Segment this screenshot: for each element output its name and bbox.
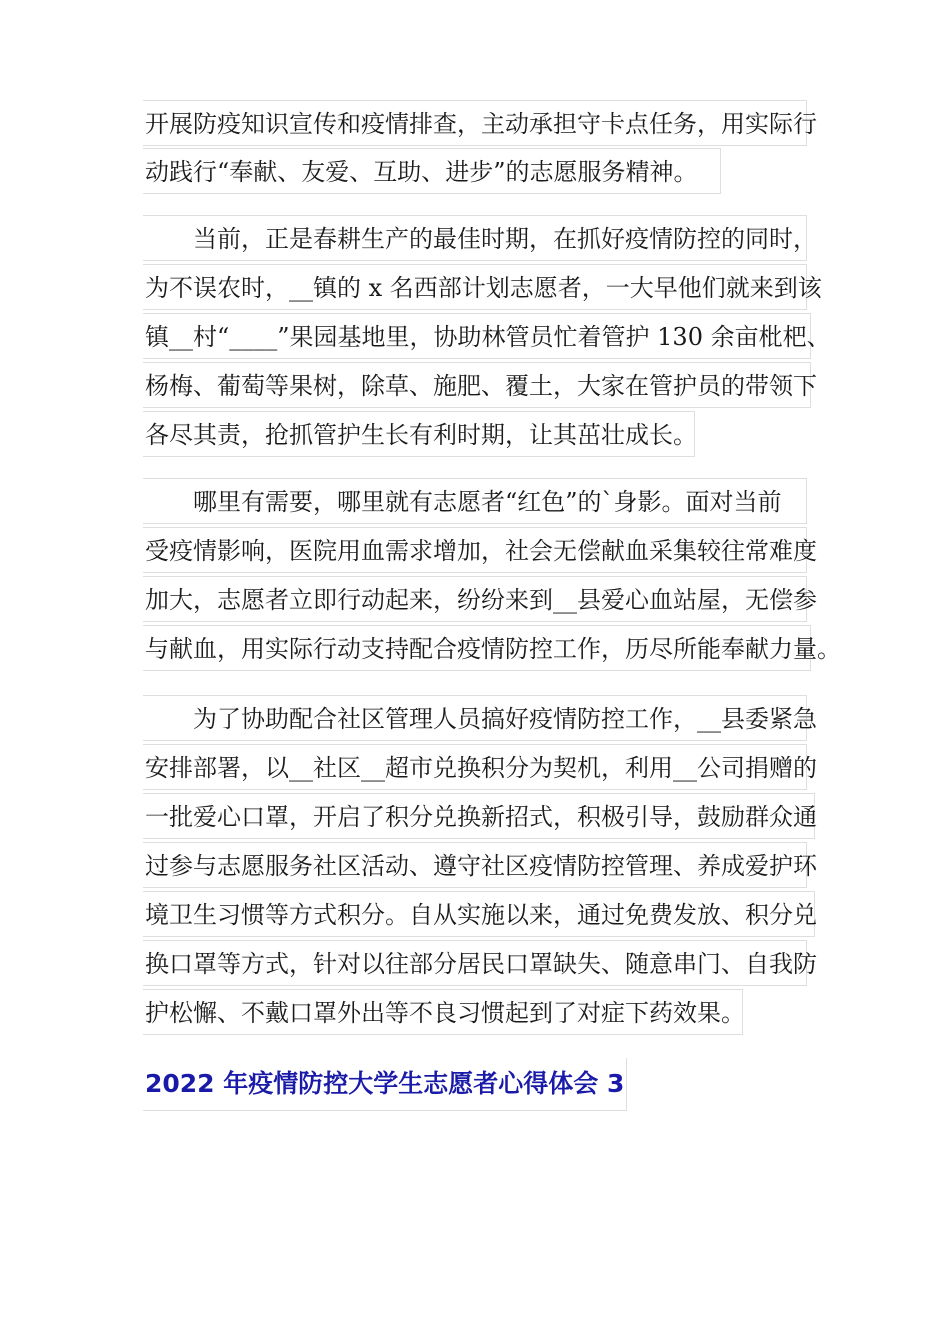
paragraph-4-line-6: 换口罩等方式，针对以往部分居民口罩缺失、随意串门、自我防 (143, 940, 807, 986)
paragraph-1-line-2: 动践行“奉献、友爱、互助、进步”的志愿服务精神。 (143, 148, 721, 194)
paragraph-3-line-3: 加大，志愿者立即行动起来，纷纷来到__县爱心血站屋，无偿参 (143, 576, 807, 622)
paragraph-2-line-1: 当前，正是春耕生产的最佳时期，在抓好疫情防控的同时， (143, 215, 807, 261)
paragraph-4-line-1: 为了协助配合社区管理人员搞好疫情防控工作，__县委紧急 (143, 695, 807, 741)
paragraph-4-line-2: 安排部署，以__社区__超市兑换积分为契机，利用__公司捐赠的 (143, 744, 807, 790)
paragraph-3-line-2: 受疫情影响，医院用血需求增加，社会无偿献血采集较往常难度 (143, 527, 807, 573)
paragraph-3-line-1: 哪里有需要，哪里就有志愿者“红色”的`身影。面对当前 (143, 478, 807, 524)
paragraph-1-line-1: 开展防疫知识宣传和疫情排查，主动承担守卡点任务，用实际行 (143, 100, 807, 146)
paragraph-4-line-7: 护松懈、不戴口罩外出等不良习惯起到了对症下药效果。 (143, 989, 743, 1035)
paragraph-4-line-4: 过参与志愿服务社区活动、遵守社区疫情防控管理、养成爱护环 (143, 842, 807, 888)
paragraph-2-line-2: 为不误农时，__镇的 x 名西部计划志愿者，一大早他们就来到该 (143, 264, 807, 310)
paragraph-3-line-4: 与献血，用实际行动支持配合疫情防控工作，历尽所能奉献力量。 (143, 625, 811, 671)
paragraph-2-line-4: 杨梅、葡萄等果树，除草、施肥、覆土，大家在管护员的带领下 (143, 362, 811, 408)
section-heading: 2022 年疫情防控大学生志愿者心得体会 3 (143, 1058, 627, 1111)
paragraph-2-line-3: 镇__村“____”果园基地里，协助林管员忙着管护 130 余亩枇杷、 (143, 313, 811, 359)
paragraph-2-line-5: 各尽其责，抢抓管护生长有利时期，让其茁壮成长。 (143, 411, 695, 457)
paragraph-4-line-5: 境卫生习惯等方式积分。自从实施以来，通过免费发放、积分兑 (143, 891, 815, 937)
paragraph-4-line-3: 一批爱心口罩，开启了积分兑换新招式，积极引导，鼓励群众通 (143, 793, 815, 839)
